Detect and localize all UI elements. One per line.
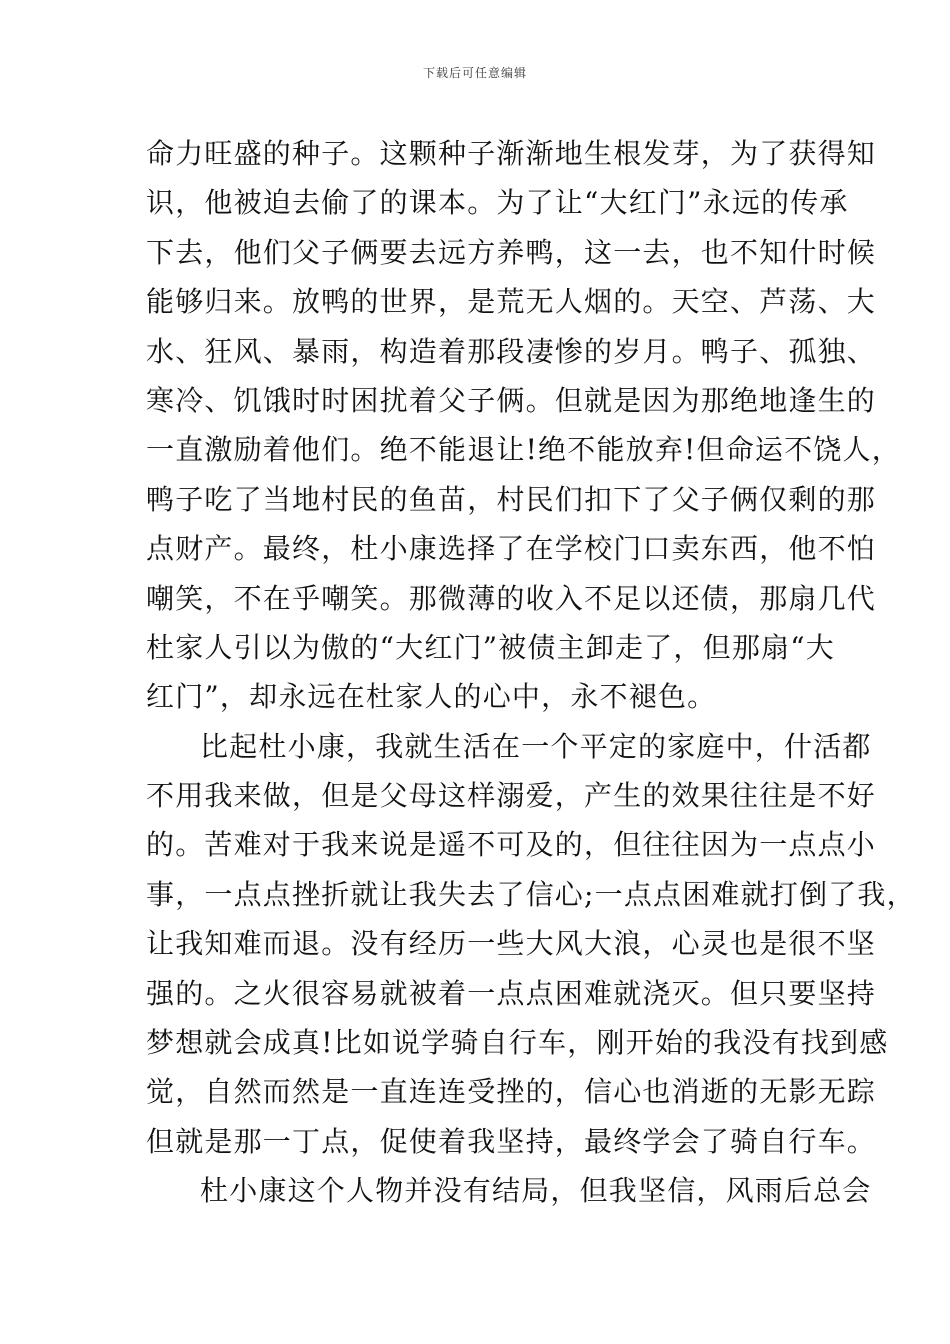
text-line: 鸭子吃了当地村民的鱼苗，村民们扣下了父子俩仅剩的那 [146, 482, 877, 516]
text-line: 不用我来做，但是父母这样溺爱，产生的效果往往是不好 [146, 779, 877, 813]
text-line: 点财产。最终，杜小康选择了在学校门口卖东西，他不怕 [146, 532, 877, 566]
paragraph-start-line: 杜小康这个人物并没有结局，但我坚信，风雨后总会 [200, 1174, 872, 1208]
text-line: 下去，他们父子俩要去远方养鸭，这一去，也不知什时候 [146, 235, 877, 269]
text-line: 红门”，却永远在杜家人的心中，永不褪色。 [146, 680, 717, 714]
text-line: 强的。之火很容易就被着一点点困难就浇灭。但只要坚持 [146, 976, 877, 1010]
text-line: 命力旺盛的种子。这颗种子渐渐地生根发芽，为了获得知 [146, 137, 877, 170]
text-line: 识，他被迫去偷了的课本。为了让“大红门”永远的传承 [146, 186, 849, 220]
text-line: 杜家人引以为傲的“大红门”被债主卸走了，但那扇“大 [146, 630, 835, 664]
text-line: 寒冷、饥饿时时困扰着父子俩。但就是因为那绝地逢生的 [146, 383, 877, 417]
text-line: 但就是那一丁点，促使着我坚持，最终学会了骑自行车。 [146, 1124, 877, 1158]
page-header-note: 下载后可任意编辑 [422, 66, 527, 80]
text-line: 梦想就会成真!比如说学骑自行车，刚开始的我没有找到感 [146, 1026, 889, 1060]
text-line: 一直激励着他们。绝不能退让!绝不能放弃!但命运不饶人， [146, 433, 901, 467]
text-line: 的。苦难对于我来说是遥不可及的，但往往因为一点点小 [146, 828, 877, 862]
text-line: 觉，自然而然是一直连连受挫的，信心也消逝的无影无踪 [146, 1075, 877, 1109]
text-line: 让我知难而退。没有经历一些大风大浪，心灵也是很不坚 [146, 927, 877, 961]
text-line: 水、狂风、暴雨，构造着那段凄惨的岁月。鸭子、孤独、 [146, 334, 877, 368]
document-body [146, 129, 916, 1216]
paragraph-start-line: 比起杜小康，我就生活在一个平定的家庭中，什活都 [200, 729, 872, 763]
text-line: 事，一点点挫折就让我失去了信心;一点点困难就打倒了我， [146, 877, 916, 911]
text-line: 能够归来。放鸭的世界，是荒无人烟的。天空、芦荡、大 [146, 285, 877, 319]
text-line: 嘲笑，不在乎嘲笑。那微薄的收入不足以还债，那扇几代 [146, 581, 877, 615]
